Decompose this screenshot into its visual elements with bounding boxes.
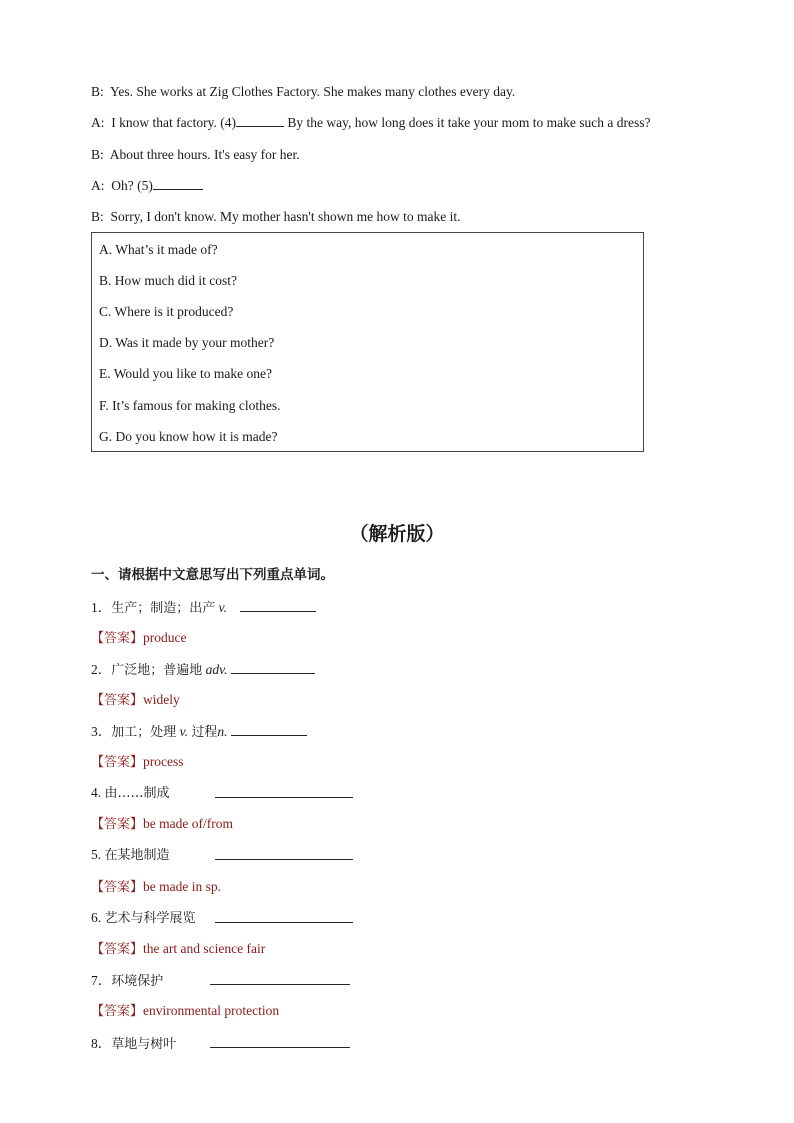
dialogue-text: By the way, how long does it take your mom to make such a dress? [283,115,651,130]
answer-text: be made of/from [143,816,233,831]
question-chinese: 环境保护 [111,974,164,989]
answer-2 [91,689,180,708]
option-f: F. It’s famous for making clothes. [99,398,281,413]
answer-5 [91,876,221,895]
answer-7 [91,1000,279,1019]
answer-blank[interactable] [215,847,353,860]
dialogue-line-1 [91,83,515,101]
speaker: B: [91,147,104,162]
answer-tag: 【答案】 [91,755,144,770]
question-chinese: 由……制成 [104,786,170,801]
dialogue-line-2 [91,114,651,132]
question-1 [91,596,316,616]
dialogue-line-3 [91,146,300,164]
dialogue-text: Sorry, I don't know. My mother hasn't shown me how to make it. [110,209,461,224]
option-e: E. Would you like to make one? [99,366,273,381]
answer-tag: 【答案】 [91,817,144,832]
options-box [91,232,644,452]
answer-blank[interactable] [231,723,307,736]
part-of-speech: v. [218,600,228,615]
answer-blank[interactable] [215,910,353,923]
question-8 [91,1032,176,1052]
answer-text: be made in sp. [143,879,221,894]
answer-text: process [143,754,184,769]
question-2 [91,658,315,678]
speaker: A: [91,115,105,130]
question-chinese-2: 过程 [191,725,218,740]
answer-tag: 【答案】 [91,693,144,708]
question-chinese: 在某地制造 [104,848,170,863]
question-number: 6. [91,910,102,925]
answer-blank[interactable] [215,785,353,798]
answer-text: produce [143,630,187,645]
option-g: G. Do you know how it is made? [99,429,278,444]
answer-blank[interactable] [210,972,350,985]
question-chinese: 艺术与科学展览 [104,911,196,926]
answer-tag: 【答案】 [91,880,144,895]
question-number: 8． [91,1036,112,1051]
answer-text: the art and science fair [143,941,266,956]
part-of-speech: adv. [205,662,228,677]
answer-4 [91,813,233,832]
question-3 [91,720,307,740]
dialogue-line-4 [91,177,203,195]
answer-6 [91,938,265,957]
option-b: B. How much did it cost? [99,273,237,288]
part-of-speech: v. [179,724,189,739]
option-c: C. Where is it produced? [99,304,234,319]
page-title: （解析版） [349,523,445,545]
question-number: 2． [91,662,112,677]
option-a: A. What’s it made of? [99,242,218,257]
answer-text: widely [143,692,180,707]
answer-1 [91,627,187,646]
answer-3 [91,751,184,770]
question-chinese: 广泛地；普遍地 [111,663,203,678]
answer-tag: 【答案】 [91,631,144,646]
answer-tag: 【答案】 [91,942,144,957]
question-number: 4. [91,785,102,800]
option-d: D. Was it made by your mother? [99,335,275,350]
question-chinese: 生产；制造；出产 [111,601,216,616]
question-number: 1． [91,600,112,615]
question-number: 7． [91,973,112,988]
speaker: A: [91,178,105,193]
answer-blank-4[interactable] [236,114,284,127]
answer-blank[interactable] [240,599,316,612]
question-5 [91,844,170,863]
speaker: B: [91,84,104,99]
speaker: B: [91,209,104,224]
question-number: 5. [91,847,102,862]
question-chinese: 加工；处理 [111,725,177,740]
answer-blank-5[interactable] [153,177,203,190]
answer-blank[interactable] [231,661,315,674]
answer-tag: 【答案】 [91,1004,144,1019]
question-4 [91,782,170,801]
answer-blank[interactable] [210,1035,350,1048]
dialogue-line-5 [91,208,460,226]
question-6 [91,907,196,926]
dialogue-text: Oh? (5) [111,178,153,193]
question-number: 3． [91,724,112,739]
section-heading: 一、请根据中文意思写出下列重点单词。 [91,567,334,583]
answer-text: environmental protection [143,1003,280,1018]
question-7 [91,969,163,989]
part-of-speech-2: n. [217,724,228,739]
dialogue-text: I know that factory. (4) [111,115,236,130]
dialogue-text: About three hours. It's easy for her. [109,147,300,162]
dialogue-text: Yes. She works at Zig Clothes Factory. She makes many clothes every day. [110,84,516,99]
question-chinese: 草地与树叶 [111,1037,177,1052]
